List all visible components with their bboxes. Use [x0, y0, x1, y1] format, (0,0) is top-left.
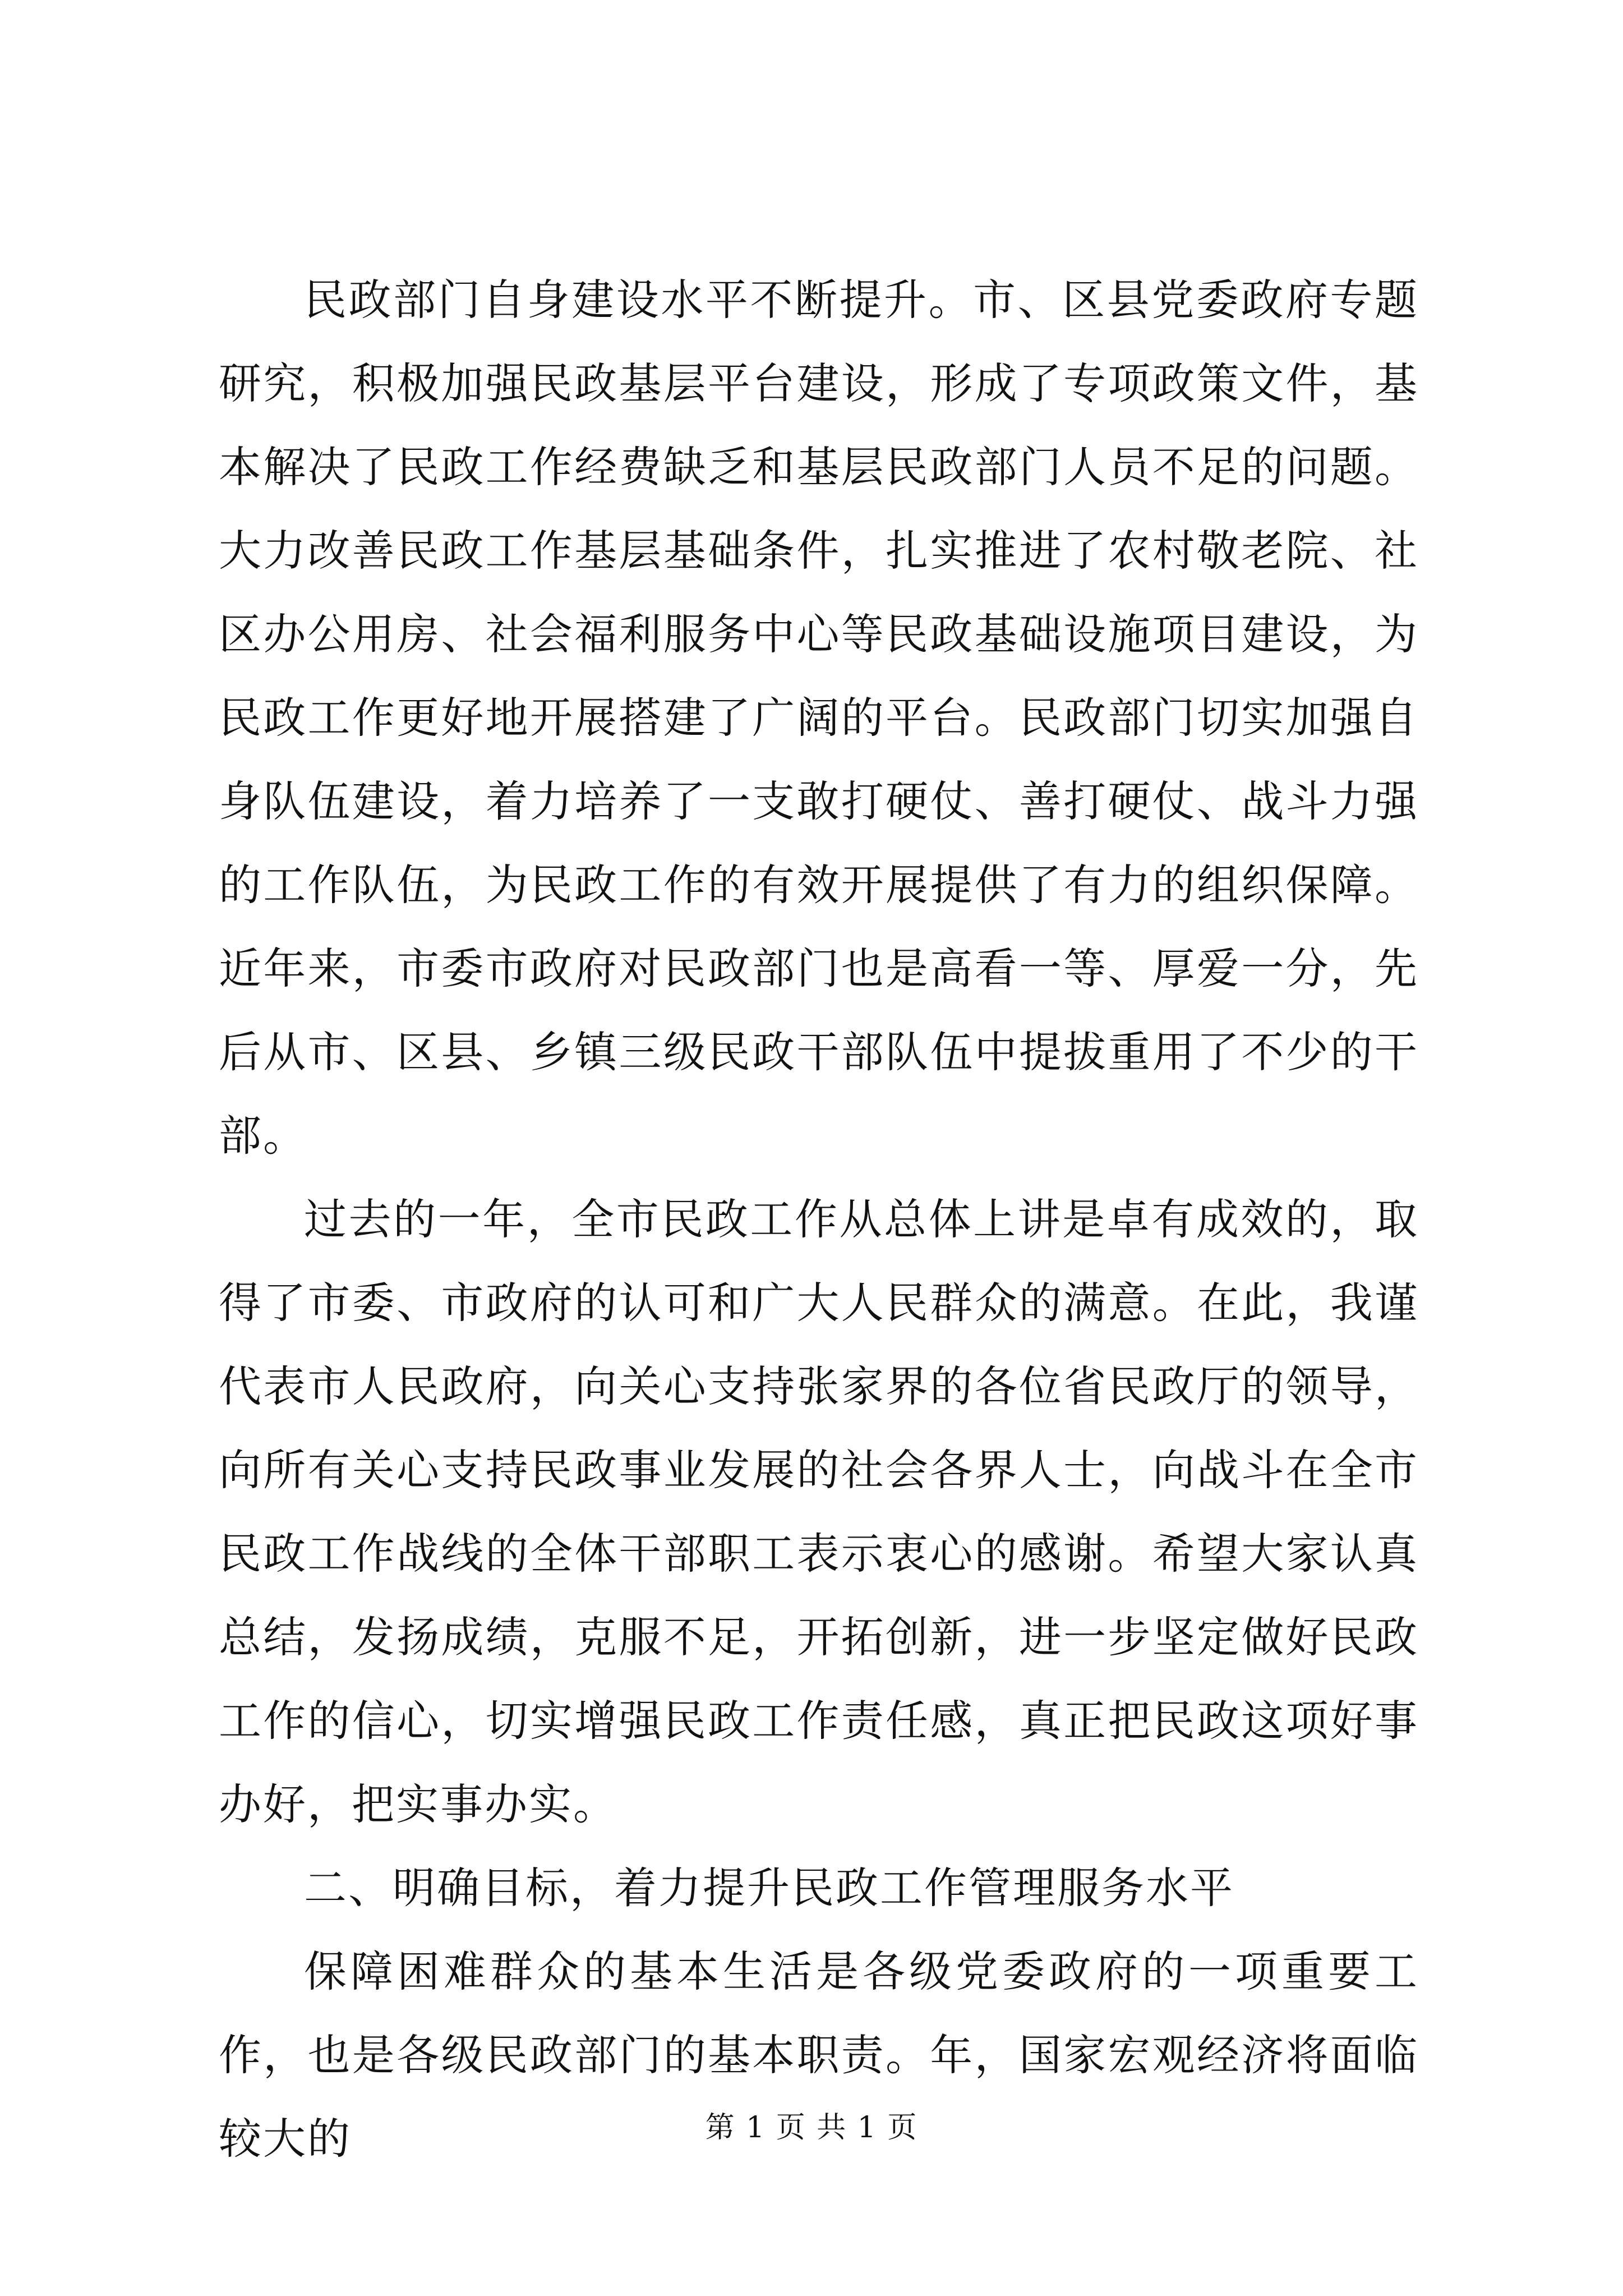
paragraph-past-year-summary: 过去的一年，全市民政工作从总体上讲是卓有成效的，取得了市委、市政府的认可和广大人民群众的满意。在此，我谨代表市人民政府，向关心支持张家界的各位省民政厅的领导，向所有关心支持民政事业发展的社会各界人士，向战斗在全市民政工作战线的全体干部职工表示衷心的感谢。希望大家认真总结，发扬成绩，克服不足，开拓创新，进一步坚定做好民政工作的信心，切实增强民政工作责任感，真正把民政这项好事办好，把实事办实。: [219, 1194, 1419, 1829]
document-body: [219, 258, 1419, 2180]
section-heading: 二、明确目标，着力提升民政工作管理服务水平: [304, 1863, 1234, 1913]
page-footer: 第 1 页 共 1 页: [705, 2111, 918, 2145]
paragraph-basic-living-security: 保障困难群众的基本生活是各级党委政府的一项重要工作，也是各级民政部门的基本职责。年，国家宏观经济将面临较大的: [219, 1947, 1419, 2164]
paragraph-self-construction: 民政部门自身建设水平不断提升。市、区县党委政府专题研究，积极加强民政基层平台建设，形成了专项政策文件，基本解决了民政工作经费缺乏和基层民政部门人员不足的问题。大力改善民政工作基层基础条件，扎实推进了农村敬老院、社区办公用房、社会福利服务中心等民政基础设施项目建设，为民政工作更好地开展搭建了广阔的平台。民政部门切实加强自身队伍建设，着力培养了一支敢打硬仗、善打硬仗、战斗力强的工作队伍，为民政工作的有效开展提供了有力的组织保障。近年来，市委市政府对民政部门也是高看一等、厚爱一分，先后从市、区县、乡镇三级民政干部队伍中提拔重用了不少的干部。: [219, 275, 1419, 1161]
